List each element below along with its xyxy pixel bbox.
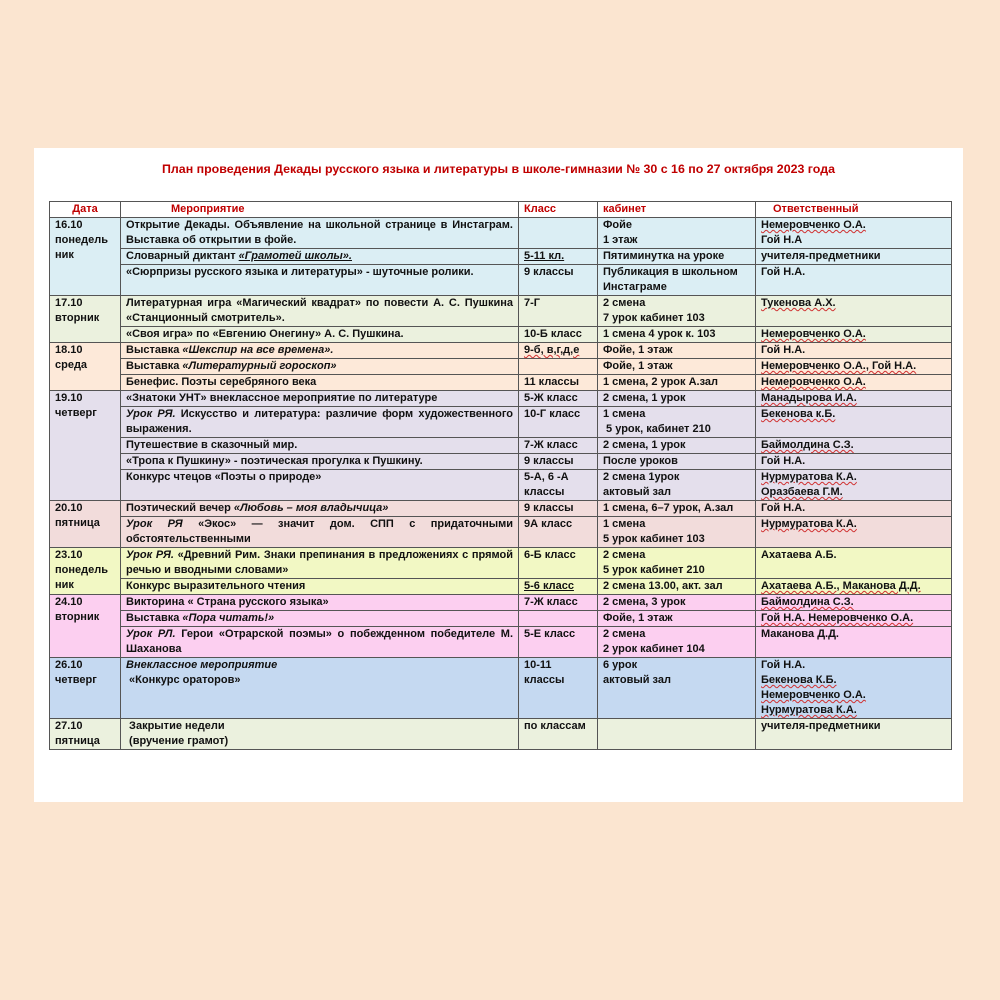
table-row [50, 627, 952, 658]
room-cell: 2 смена 7 урок кабинет 103 [598, 296, 756, 327]
table-row [50, 327, 952, 343]
class-cell: 9 классы [519, 501, 598, 517]
room-cell: Пятиминутка на уроке [598, 249, 756, 265]
responsible-cell: Гой Н.А. [756, 343, 952, 359]
event-cell: Литературная игра «Магический квадрат» по повести А. С. Пушкина «Станционный смотритель». [121, 296, 519, 327]
class-cell: 7-Г [519, 296, 598, 327]
date-cell: 26.10 четверг [50, 658, 121, 719]
event-cell: «Своя игра» по «Евгению Онегину» А. С. Пушкина. [121, 327, 519, 343]
class-cell: 9А класс [519, 517, 598, 548]
room-cell: Фойе 1 этаж [598, 218, 756, 249]
table-row [50, 249, 952, 265]
room-cell: 2 смена, 3 урок [598, 595, 756, 611]
room-cell: 1 смена 5 урок, кабинет 210 [598, 407, 756, 438]
class-cell [519, 359, 598, 375]
room-cell: 2 смена, 1 урок [598, 438, 756, 454]
room-cell: 2 смена 2 урок кабинет 104 [598, 627, 756, 658]
class-cell: 9-б, в,г,д,е [519, 343, 598, 359]
room-cell: 6 урок актовый зал [598, 658, 756, 719]
responsible-cell: Немеровченко О.А. Гой Н.А [756, 218, 952, 249]
table-row [50, 595, 952, 611]
room-cell: После уроков [598, 454, 756, 470]
table-row [50, 548, 952, 579]
header-event: Мероприятие [121, 202, 519, 218]
responsible-cell: Гой Н.А. [756, 454, 952, 470]
room-cell: 1 смена 5 урок кабинет 103 [598, 517, 756, 548]
room-cell: Публикация в школьном Инстаграме [598, 265, 756, 296]
table-row [50, 343, 952, 359]
event-cell: Словарный диктант «Грамотей школы». [121, 249, 519, 265]
event-cell: Путешествие в сказочный мир. [121, 438, 519, 454]
table-row [50, 719, 952, 750]
table-row [50, 438, 952, 454]
header-row [50, 202, 952, 218]
responsible-cell: Ахатаева А.Б., Маканова Д.Д. [756, 579, 952, 595]
class-cell: 10-Б класс [519, 327, 598, 343]
table-row [50, 391, 952, 407]
responsible-cell: Баймолдина С.З. [756, 438, 952, 454]
table-row [50, 658, 952, 719]
event-cell: Закрытие недели (вручение грамот) [121, 719, 519, 750]
header-class: Класс [519, 202, 598, 218]
event-cell: Выставка «Шекспир на все времена». [121, 343, 519, 359]
event-cell: Выставка «Пора читать!» [121, 611, 519, 627]
event-cell: Внеклассное мероприятие «Конкурс ораторов» [121, 658, 519, 719]
event-cell: Открытие Декады. Объявление на школьной странице в Инстаграм. Выставка об открытии в фойе. [121, 218, 519, 249]
room-cell: 2 смена 13.00, акт. зал [598, 579, 756, 595]
class-cell [519, 611, 598, 627]
table-row [50, 611, 952, 627]
page-title: План проведения Декады русского языка и литературы в школе-гимназии № 30 с 16 по 27 октября 2023 года [162, 162, 835, 176]
event-cell: Урок РЯ «Экос» — значит дом. СПП с придаточными обстоятельственными [121, 517, 519, 548]
event-cell: Конкурс выразительного чтения [121, 579, 519, 595]
class-cell: 10-Г класс [519, 407, 598, 438]
class-cell: 7-Ж класс [519, 595, 598, 611]
class-cell: 5-6 класс [519, 579, 598, 595]
event-cell: Поэтический вечер «Любовь – моя владычица» [121, 501, 519, 517]
date-cell: 18.10 среда [50, 343, 121, 391]
date-cell: 27.10 пятница [50, 719, 121, 750]
event-cell: Урок РЯ. Искусство и литература: различие форм художественного выражения. [121, 407, 519, 438]
responsible-cell: Немеровченко О.А. [756, 327, 952, 343]
class-cell: 11 классы [519, 375, 598, 391]
responsible-cell: Ахатаева А.Б. [756, 548, 952, 579]
event-cell: Конкурс чтецов «Поэты о природе» [121, 470, 519, 501]
event-cell: «Тропа к Пушкину» - поэтическая прогулка к Пушкину. [121, 454, 519, 470]
class-cell: 5-Ж класс [519, 391, 598, 407]
event-cell: Бенефис. Поэты серебряного века [121, 375, 519, 391]
class-cell: по классам [519, 719, 598, 750]
room-cell: 1 смена, 6–7 урок, А.зал [598, 501, 756, 517]
table-row [50, 407, 952, 438]
table-row [50, 454, 952, 470]
class-cell: 5-А, 6 -А классы [519, 470, 598, 501]
room-cell: 2 смена 1урок актовый зал [598, 470, 756, 501]
table-row [50, 218, 952, 249]
class-cell: 5-Е класс [519, 627, 598, 658]
schedule-table [49, 201, 952, 750]
event-cell: Урок РЯ. «Древний Рим. Знаки препинания в предложениях с прямой речью и вводными словами» [121, 548, 519, 579]
event-cell: Выставка «Литературный гороскоп» [121, 359, 519, 375]
room-cell: Фойе, 1 этаж [598, 359, 756, 375]
event-cell: Викторина « Страна русского языка» [121, 595, 519, 611]
event-cell: «Сюрпризы русского языка и литературы» - шуточные ролики. [121, 265, 519, 296]
class-cell: 6-Б класс [519, 548, 598, 579]
table-row [50, 470, 952, 501]
responsible-cell: учителя-предметники [756, 249, 952, 265]
room-cell: 1 смена 4 урок к. 103 [598, 327, 756, 343]
responsible-cell: Маканова Д.Д. [756, 627, 952, 658]
room-cell: Фойе, 1 этаж [598, 611, 756, 627]
class-cell: 5-11 кл. [519, 249, 598, 265]
table-row [50, 359, 952, 375]
table-row [50, 265, 952, 296]
date-cell: 23.10 понедель ник [50, 548, 121, 595]
responsible-cell: Баймолдина С.З. [756, 595, 952, 611]
responsible-cell: Гой Н.А. Бекенова К.Б. Немеровченко О.А. Нурмуратова К.А. [756, 658, 952, 719]
class-cell [519, 218, 598, 249]
room-cell [598, 719, 756, 750]
date-cell: 16.10 понедель ник [50, 218, 121, 296]
header-responsible: Ответственный [756, 202, 952, 218]
header-date: Дата [50, 202, 121, 218]
room-cell: 2 смена 5 урок кабинет 210 [598, 548, 756, 579]
date-cell: 17.10 вторник [50, 296, 121, 343]
table-row [50, 375, 952, 391]
responsible-cell: Немеровченко О.А., Гой Н.А. [756, 359, 952, 375]
header-room: кабинет [598, 202, 756, 218]
responsible-cell: Нурмуратова К.А. [756, 517, 952, 548]
date-cell: 19.10 четверг [50, 391, 121, 501]
class-cell: 10-11 классы [519, 658, 598, 719]
responsible-cell: Гой Н.А. [756, 501, 952, 517]
responsible-cell: Тукенова А.Х. [756, 296, 952, 327]
responsible-cell: Бекенова к.Б. [756, 407, 952, 438]
responsible-cell: Нурмуратова К.А. Оразбаева Г.М. [756, 470, 952, 501]
event-cell: «Знатоки УНТ» внеклассное мероприятие по литературе [121, 391, 519, 407]
responsible-cell: Гой Н.А. Немеровченко О.А. [756, 611, 952, 627]
room-cell: 2 смена, 1 урок [598, 391, 756, 407]
class-cell: 7-Ж класс [519, 438, 598, 454]
room-cell: Фойе, 1 этаж [598, 343, 756, 359]
responsible-cell: Гой Н.А. [756, 265, 952, 296]
table-row [50, 517, 952, 548]
responsible-cell: учителя-предметники [756, 719, 952, 750]
responsible-cell: Манадырова И.А. [756, 391, 952, 407]
table-row [50, 296, 952, 327]
room-cell: 1 смена, 2 урок А.зал [598, 375, 756, 391]
class-cell: 9 классы [519, 454, 598, 470]
table-row [50, 579, 952, 595]
event-cell: Урок РЛ. Герои «Отрарской поэмы» о побежденном победителе М. Шаханова [121, 627, 519, 658]
table-row [50, 501, 952, 517]
class-cell: 9 классы [519, 265, 598, 296]
document-sheet [34, 148, 963, 802]
responsible-cell: Немеровченко О.А. [756, 375, 952, 391]
date-cell: 20.10 пятница [50, 501, 121, 548]
date-cell: 24.10 вторник [50, 595, 121, 658]
